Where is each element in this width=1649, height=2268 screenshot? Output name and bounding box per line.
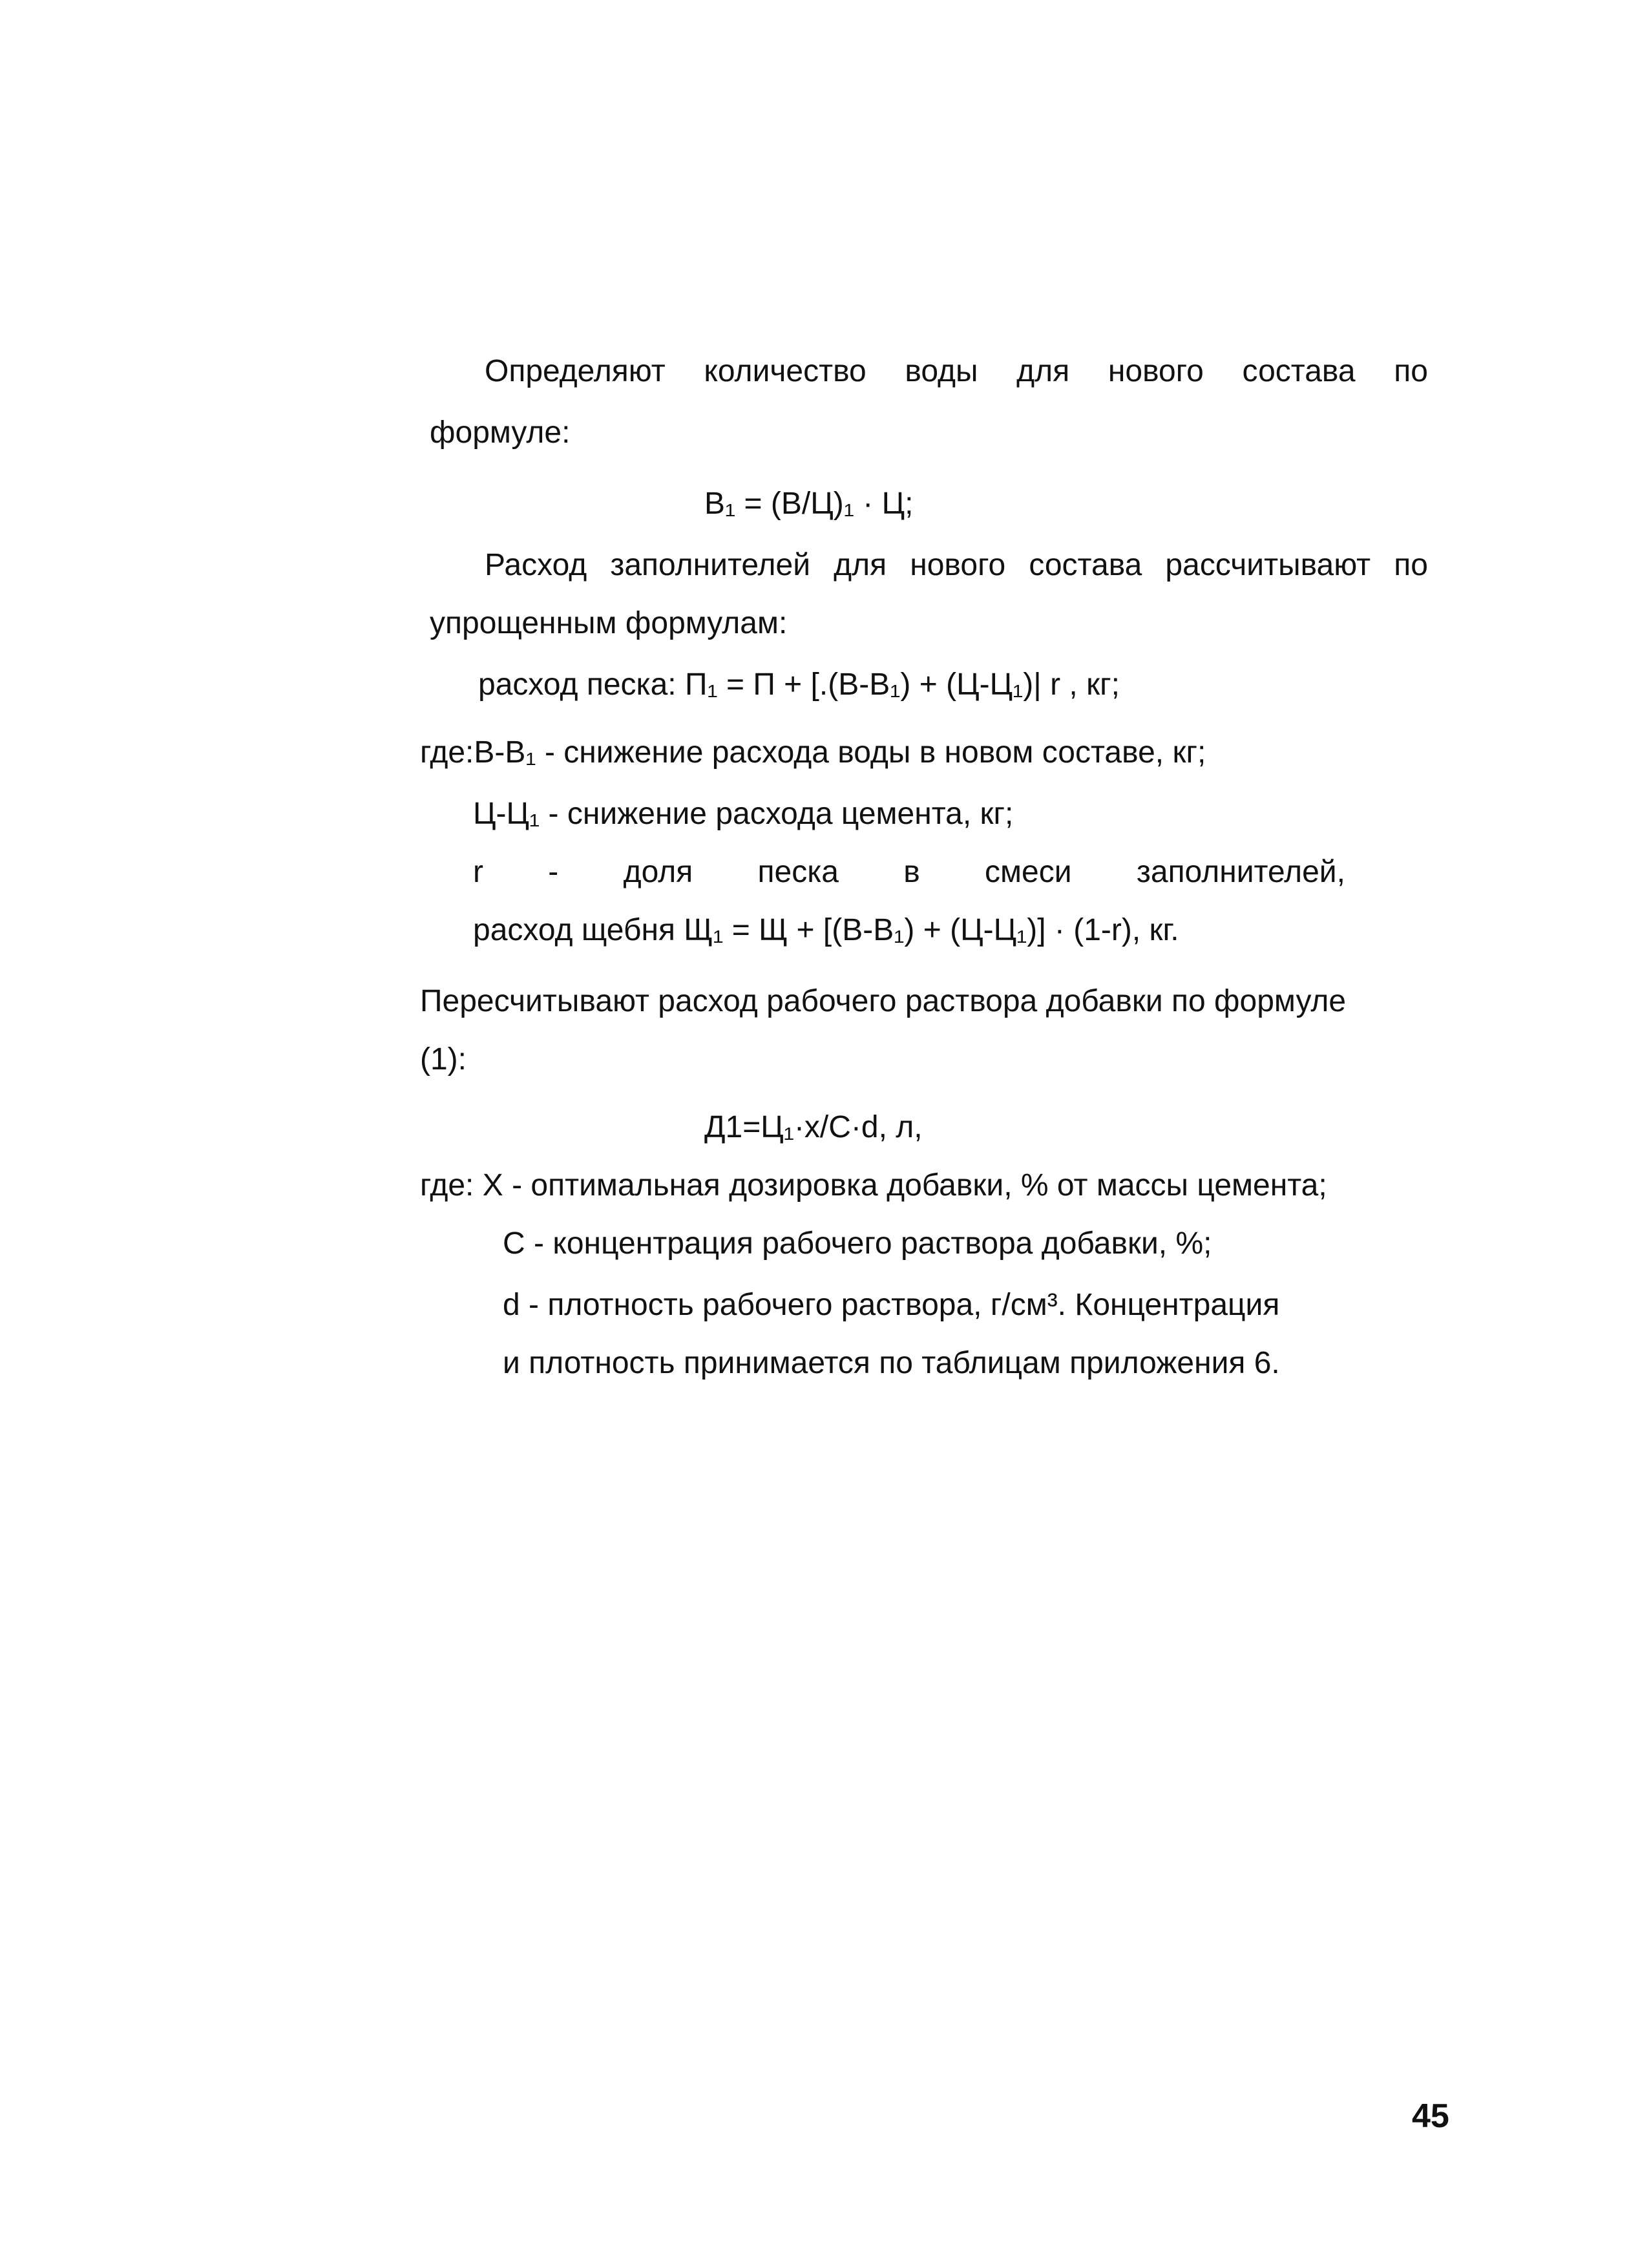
c-definition: С - концентрация рабочего раствора добавки, %; bbox=[503, 1226, 1212, 1261]
word: состава bbox=[1242, 354, 1356, 388]
sand-formula: расход песка: П₁ = П + [.(В-В₁) + (Ц-Ц₁)| r , кг; bbox=[478, 667, 1120, 702]
paragraph-fillers-line2: упрощенным формулам: bbox=[430, 606, 788, 640]
formula-water: В₁ = (В/Ц)₁ · Ц; bbox=[704, 487, 914, 521]
word: состава bbox=[1029, 548, 1142, 582]
word: по bbox=[1394, 354, 1428, 388]
d-definition: d - плотность рабочего раствора, г/см³. Концентрация bbox=[503, 1288, 1280, 1322]
word: песка bbox=[757, 855, 839, 889]
word: r bbox=[473, 855, 483, 889]
word: заполнителей bbox=[610, 548, 811, 582]
word: воды bbox=[905, 354, 978, 388]
gravel-formula: расход щебня Щ₁ = Щ + [(В-В₁) + (Ц-Ц₁)] · (1-r), кг. bbox=[473, 913, 1179, 947]
word: доля bbox=[623, 855, 693, 889]
paragraph-water-line2: формуле: bbox=[430, 415, 571, 450]
paragraph-fillers-line1 bbox=[485, 546, 1428, 585]
word: по bbox=[1394, 548, 1428, 582]
paragraph-additive-line1: Пересчитывают расход рабочего раствора добавки по формуле bbox=[420, 984, 1347, 1018]
formula-additive: Д1=Ц₁·х/С·d, л, bbox=[704, 1110, 923, 1144]
word: нового bbox=[910, 548, 1006, 582]
word: нового bbox=[1108, 354, 1204, 388]
word: - bbox=[548, 855, 559, 889]
page-number: 45 bbox=[1412, 2097, 1449, 2135]
paragraph-additive-line2: (1): bbox=[420, 1042, 467, 1076]
word: для bbox=[834, 548, 887, 582]
paragraph-water-line1 bbox=[485, 352, 1428, 391]
word: в bbox=[903, 855, 920, 889]
x-definition: где: Х - оптимальная дозировка добавки, % от массы цемента; bbox=[420, 1168, 1327, 1202]
word: Определяют bbox=[485, 354, 666, 388]
word: для bbox=[1016, 354, 1070, 388]
word: рассчитывают bbox=[1165, 548, 1371, 582]
cement-reduction-definition: Ц-Ц₁ - снижение расхода цемента, кг; bbox=[473, 797, 1014, 831]
word: заполнителей, bbox=[1136, 855, 1345, 889]
word: Расход bbox=[485, 548, 587, 582]
sand-share-definition bbox=[473, 853, 1345, 892]
d-definition-continued: и плотность принимается по таблицам приложения 6. bbox=[503, 1346, 1280, 1380]
word: количество bbox=[704, 354, 867, 388]
word: смеси bbox=[985, 855, 1072, 889]
water-reduction-definition: где:В-В₁ - снижение расхода воды в новом составе, кг; bbox=[420, 735, 1206, 770]
